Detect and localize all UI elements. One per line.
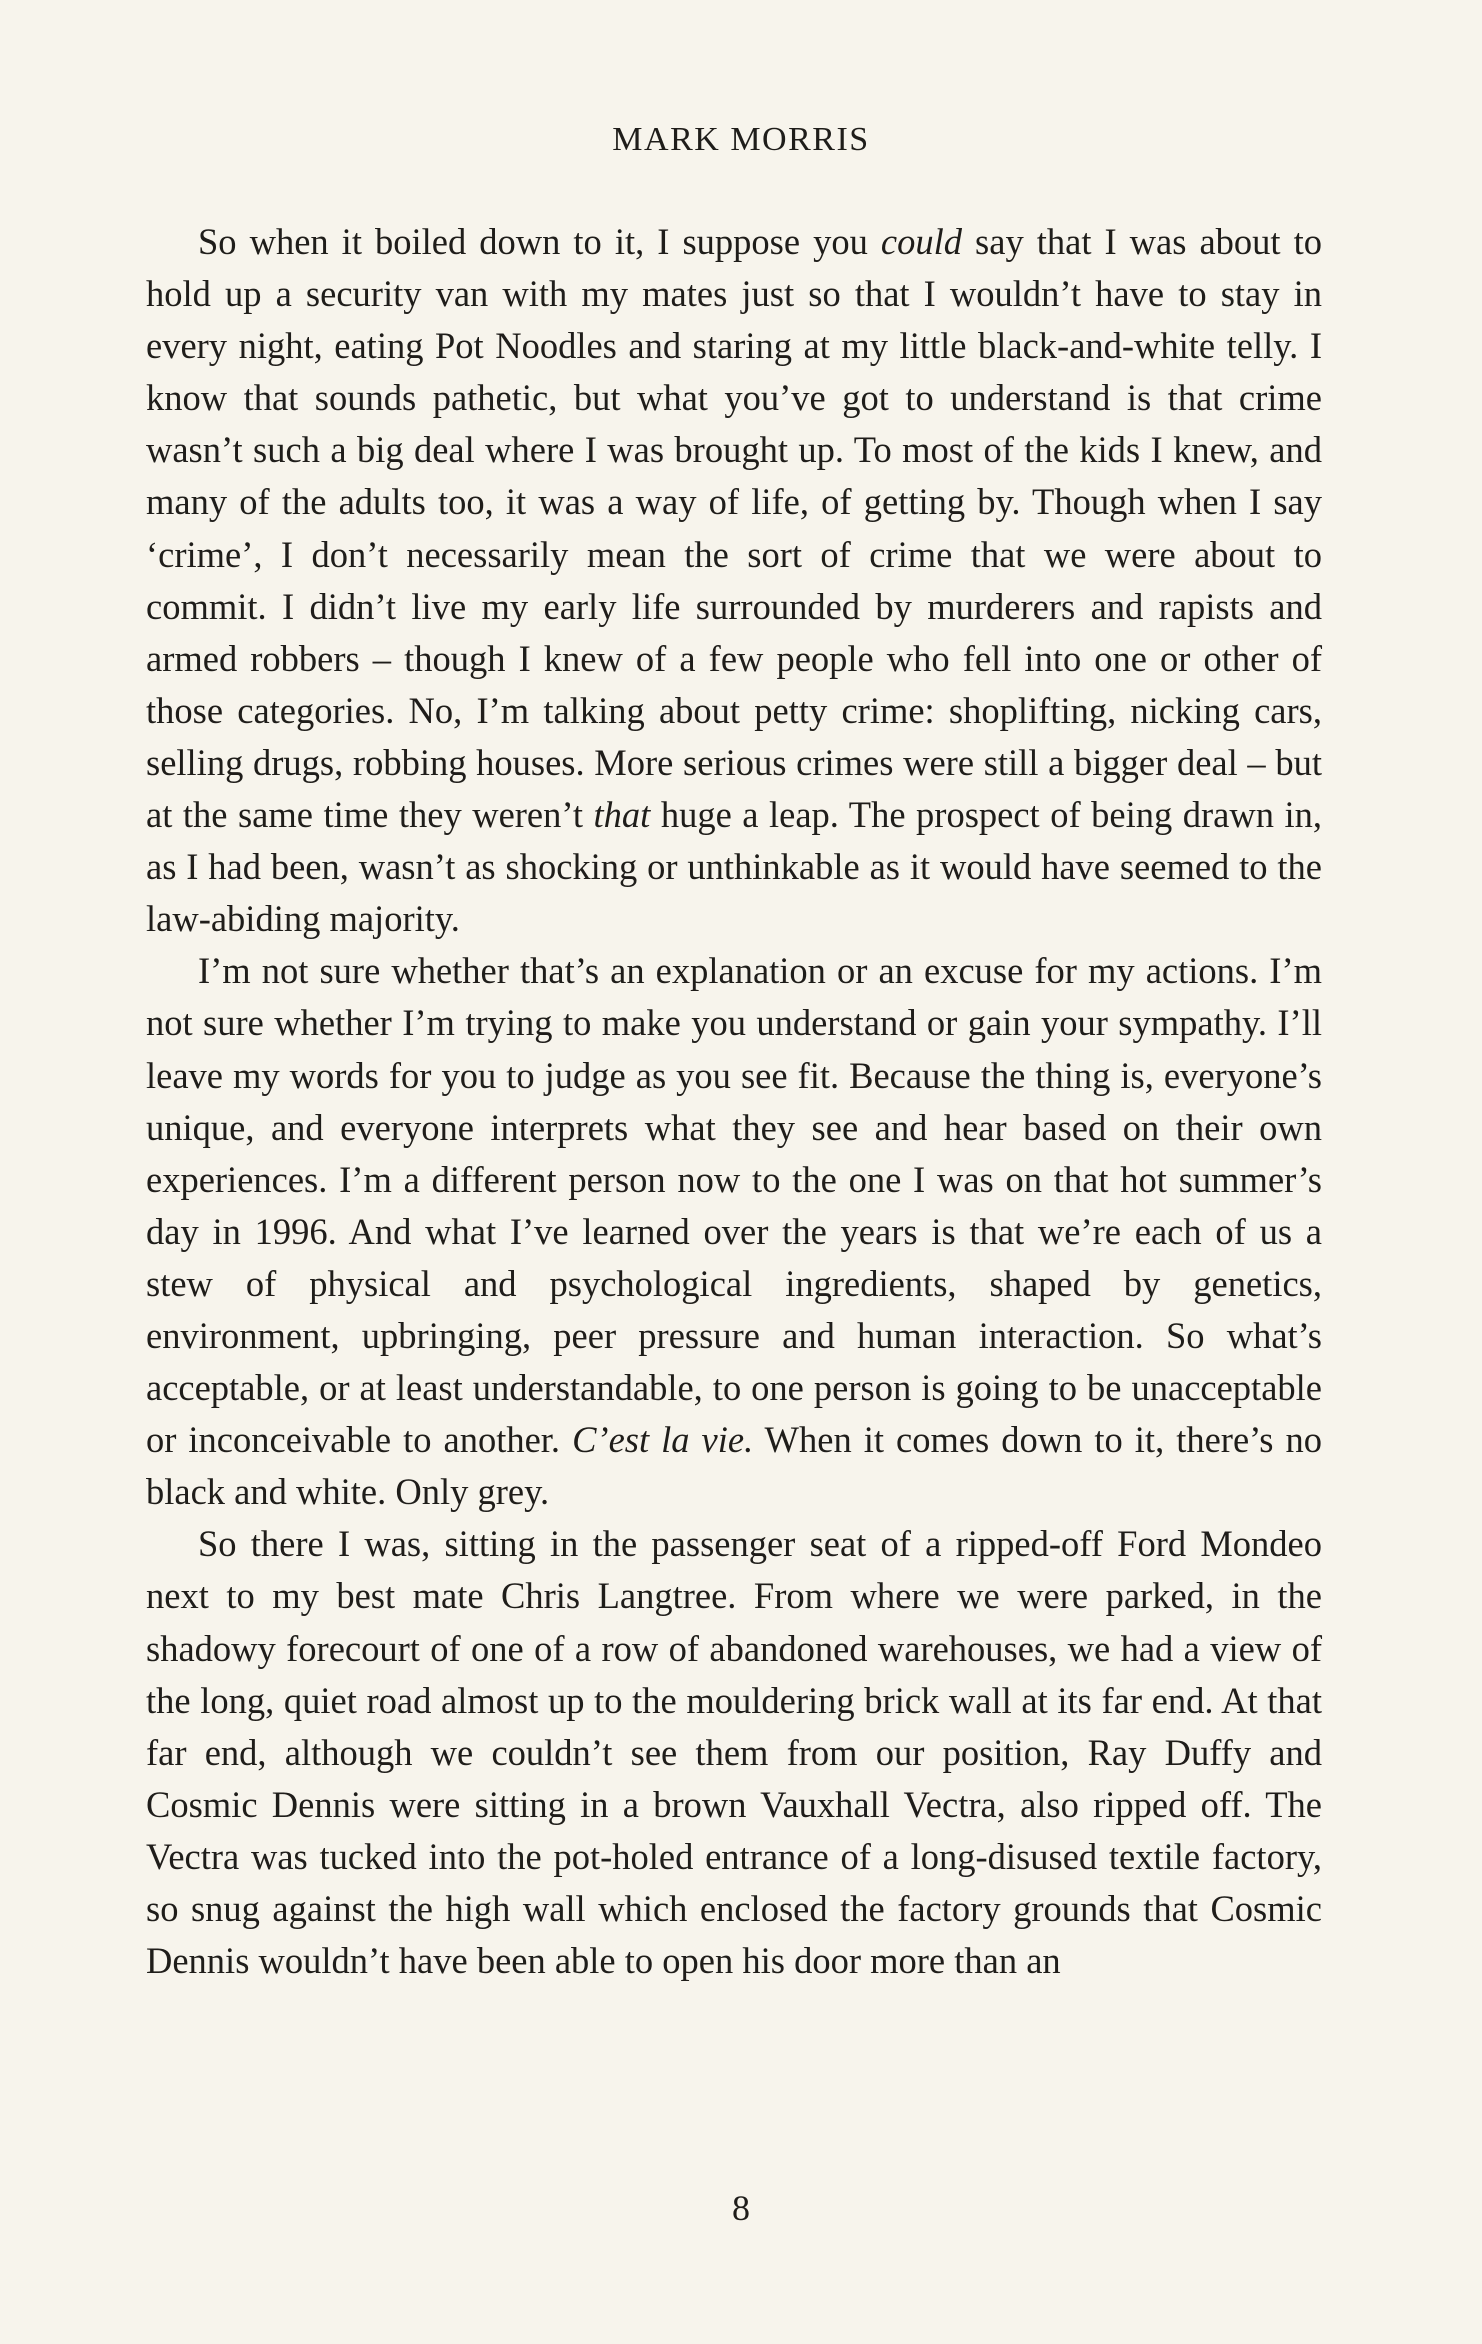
italic-run: C’est la vie. — [572, 1419, 754, 1461]
running-head: MARK MORRIS — [612, 121, 870, 158]
italic-run: could — [880, 221, 962, 262]
text-run: So when it boiled down to it, I suppose you — [198, 221, 881, 262]
paragraph-3 — [146, 1518, 1322, 1987]
italic-run: that — [593, 794, 651, 836]
text-run: huge a leap. The prospect of being drawn in, as I had been, wasn’t as shocking or unthinkable as it would have seemed to the law-abiding majority. — [146, 794, 1322, 940]
paragraph-2 — [146, 945, 1322, 1518]
page-number: 8 — [732, 2188, 750, 2228]
text-run: I’m not sure whether that’s an explanation or an excuse for my actions. I’m not sure whether I’m trying to make you understand or gain your sympathy. I’ll leave my words for you to judge as you see fit. Because the thing is, everyone’s unique, and everyone interprets what they see and hear based on their own experiences. I’m a different person now to the one I was on that hot summer’s day in 1996. And what I’ve learned over the years is that we’re each of us a stew of physical and psychological ingredients, shaped by genetics, environment, upbringing, peer pressure and human interaction. So what’s acceptable, or at least understandable, to one person is going to be unacceptable or inconceivable to another. — [146, 950, 1322, 1461]
text-run: So there I was, sitting in the passenger seat of a ripped-off Ford Mondeo next to my best mate Chris Langtree. From where we were parked, in the shadowy forecourt of one of a row of abandoned warehouses, we had a view of the long, quiet road almost up to the mouldering brick wall at its far end. At that far end, although we couldn’t see them from our position, Ray Duffy and Cosmic Dennis were sitting in a brown Vauxhall Vectra, also ripped off. The Vectra was tucked into the pot-holed entrance of a long-disused textile factory, so snug against the high wall which enclosed the factory grounds that Cosmic Dennis wouldn’t have been able to open his door more than an — [146, 1523, 1322, 1982]
text-run: say that I was about to hold up a security van with my mates just so that I wouldn’t have to stay in every night, eating Pot Noodles and staring at my little black-and-white telly. I know that sounds pathetic, but what you’ve got to understand is that crime wasn’t such a big deal where I was brought up. To most of the kids I knew, and many of the adults too, it was a way of life, of getting by. Though when I say ‘crime’, I don’t necessarily mean the sort of crime that we were about to commit. I didn’t live my early life surrounded by murderers and rapists and armed robbers – though I knew of a few people who fell into one or other of those categories. No, I’m talking about petty crime: shoplifting, nicking cars, selling drugs, robbing houses. More serious crimes were still a bigger deal – but at the same time they weren’t — [146, 221, 1322, 836]
paragraph-1 — [146, 216, 1322, 945]
text-run: When it comes down to it, there’s no black and white. Only grey. — [146, 1419, 1323, 1513]
body-text — [146, 216, 1322, 1987]
